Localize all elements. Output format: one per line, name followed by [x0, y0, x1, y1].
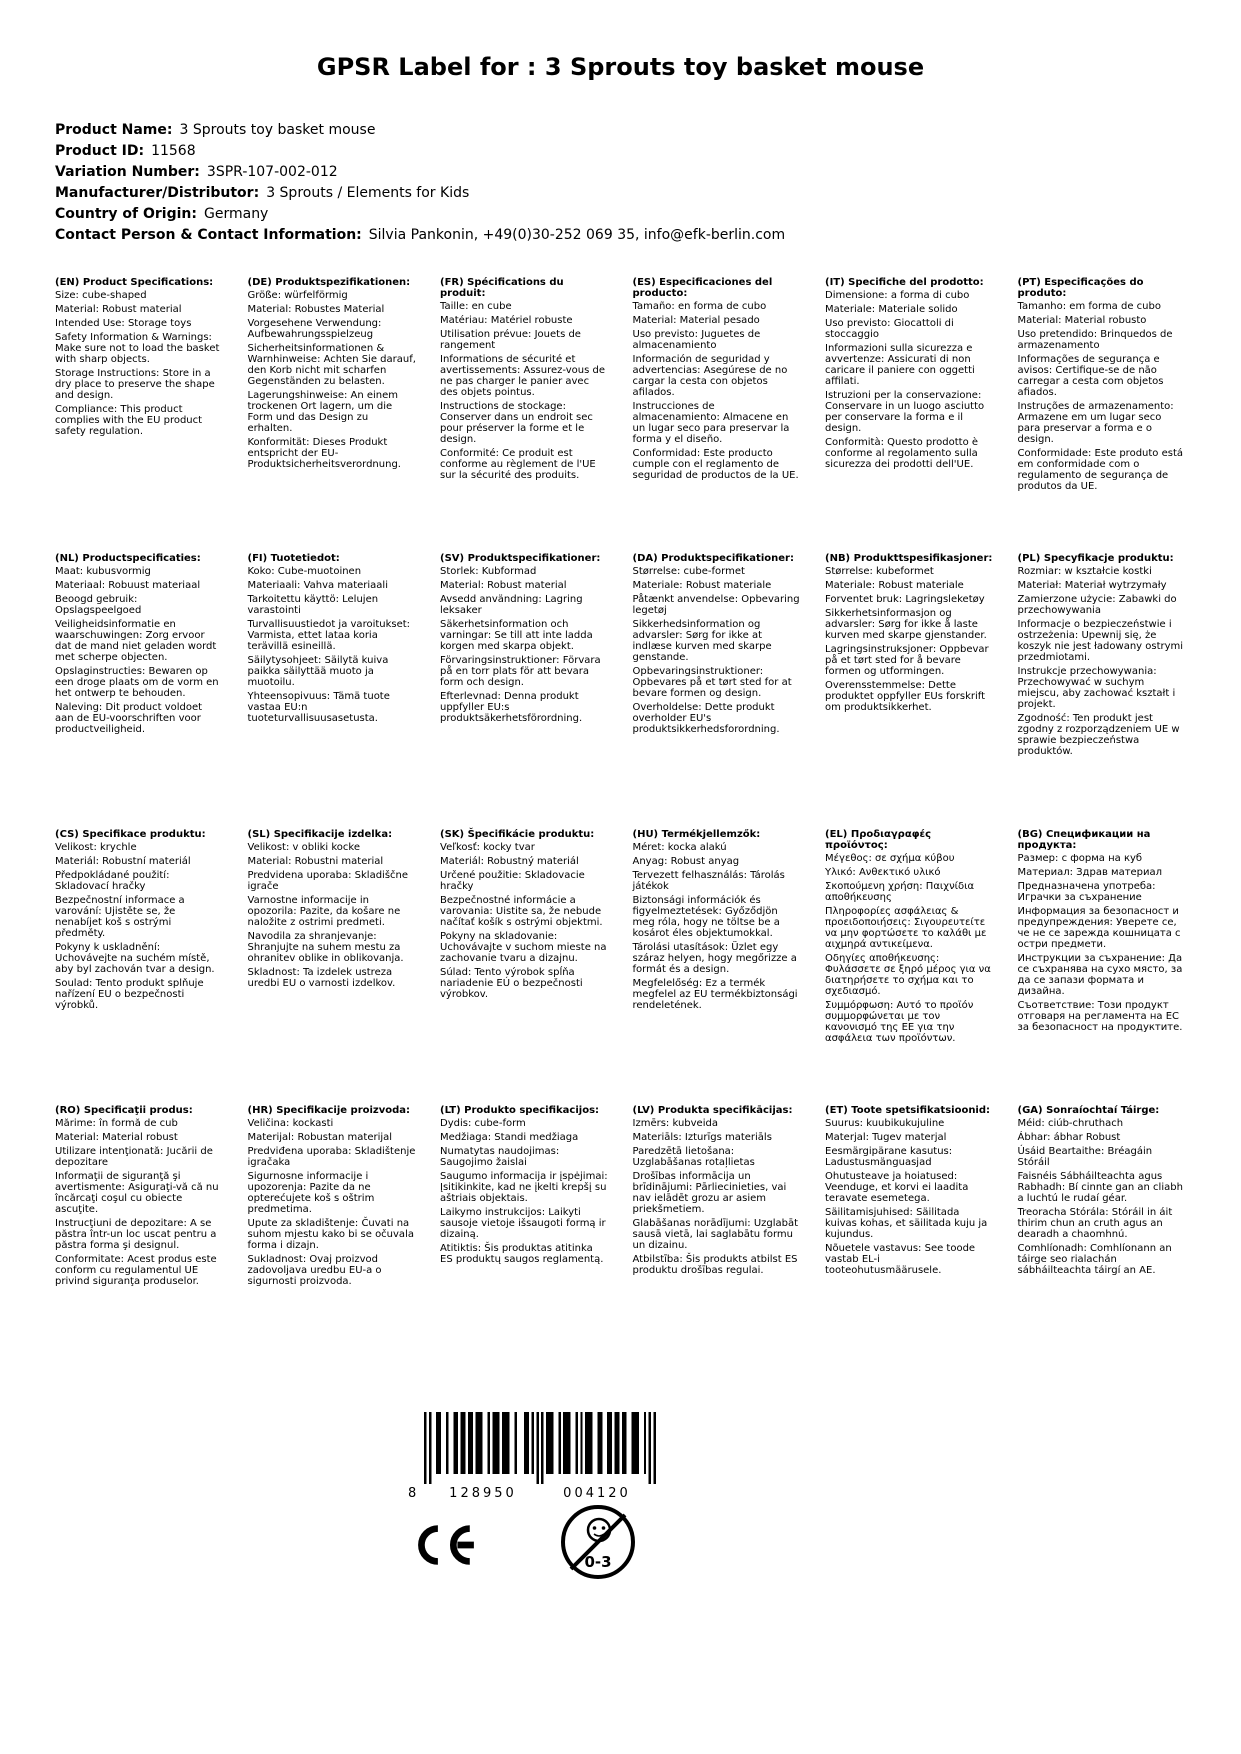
spec-paragraph: Μέγεθος: σε σχήμα κύβου [825, 853, 955, 864]
spec-paragraph: Инструкции за съхранение: Да се съхранява на сухо място, за да се запази формата и дизайна. [1017, 953, 1183, 997]
spec-block-header: (DA) Produktspecifikationer: [632, 553, 794, 564]
spec-paragraph: Materiaali: Vahva materiaali [247, 580, 388, 591]
spec-paragraph: Opslaginstructies: Bewaren op een droge plaats om de vorm en het ontwerp te behouden. [55, 666, 219, 699]
spec-paragraph: Bezpečnostné informácie a varovania: Uistite sa, že nebude načítať košík s ostrými objektmi. [440, 895, 603, 928]
spec-block-body [825, 853, 994, 1044]
product-field-value: 3 Sprouts / Elements for Kids [266, 185, 470, 201]
spec-paragraph: Material: Robustes Material [247, 304, 385, 315]
spec-paragraph: Size: cube-shaped [55, 290, 147, 301]
spec-block-cs [55, 829, 234, 1105]
spec-paragraph: Instrucciones de almacenamiento: Almacene en un lugar seco para preservar la forma y el diseño. [632, 401, 790, 445]
spec-block-pl [1018, 553, 1197, 829]
spec-paragraph: Säilytysohjeet: Säilytä kuiva paikka säilyttää muoto ja muotoilu. [247, 655, 389, 688]
spec-paragraph: Ohutusteave ja hoiatused: Veenduge, et korvi ei laadita teravate esemetega. [825, 1171, 969, 1204]
spec-paragraph: Conformité: Ce produit est conforme au règlement de l'UE sur la sécurité des produits. [440, 448, 596, 481]
spec-paragraph: Koko: Cube-muotoinen [247, 566, 362, 577]
spec-paragraph: Материал: Здрав материал [1017, 867, 1163, 878]
spec-block-header: (EL) Προδιαγραφές προϊόντος: [825, 829, 932, 851]
spec-paragraph: Предназначена употреба: Играчки за съхранение [1017, 881, 1156, 903]
spec-paragraph: Turvallisuustiedot ja varoitukset: Varmista, ettet lataa koria terävillä esineillä. [247, 619, 411, 652]
baby-face-icon [588, 1519, 610, 1541]
spec-paragraph: Pokyny na skladovanie: Uchovávajte v suchom mieste na zachovanie tvaru a dizajnu. [440, 931, 607, 964]
spec-block-sl [248, 829, 427, 1105]
page-title: GPSR Label for : 3 Sprouts toy basket mouse [316, 53, 925, 81]
spec-paragraph: Intended Use: Storage toys [55, 318, 192, 329]
spec-paragraph: Conformità: Questo prodotto è conforme al regolamento sulla sicurezza dei prodotti dell'UE. [825, 437, 979, 470]
spec-paragraph: Compliance: This product complies with the EU product safety regulation. [55, 404, 203, 437]
spec-block-ro [55, 1105, 234, 1381]
spec-paragraph: Πληροφορίες ασφάλειας & προειδοποιήσεις: Σιγουρευτείτε να μην φορτώσετε το καλάθι με αιχμηρά αντικείμενα. [825, 906, 987, 950]
spec-block-body [440, 301, 609, 481]
spec-paragraph: Material: Material robusto [1017, 315, 1147, 326]
spec-paragraph: Информация за безопасност и предупреждения: Уверете се, че не се зарежда кошницата с остри предмети. [1017, 906, 1181, 950]
spec-paragraph: Συμμόρφωση: Αυτό το προϊόν συμμορφώνεται με τον κανονισμό της ΕΕ για την ασφάλεια των προϊόντων. [825, 1000, 974, 1044]
spec-block-body [633, 842, 802, 1011]
spec-paragraph: Zgodność: Ten produkt jest zgodny z rozporządzeniem UE w sprawie bezpieczeństwa produktów. [1017, 713, 1180, 757]
product-field-label: Country of Origin: [55, 206, 197, 222]
spec-block-body [825, 290, 994, 470]
spec-block-body [440, 1118, 609, 1265]
spec-paragraph: Tamaño: en forma de cubo [632, 301, 767, 312]
spec-paragraph: Размер: с форма на куб [1017, 853, 1143, 864]
spec-paragraph: Υλικό: Ανθεκτικό υλικό [825, 867, 941, 878]
spec-paragraph: Informacje o bezpieczeństwie i ostrzeżenia: Upewnij się, że koszyk nie jest ładowany ostrymi przedmiotami. [1017, 619, 1184, 663]
spec-paragraph: Méret: kocka alakú [632, 842, 727, 853]
spec-block-body [633, 1118, 802, 1276]
spec-paragraph: Materijal: Robustan materijal [247, 1132, 393, 1143]
spec-paragraph: Určené použitie: Skladovacie hračky [440, 870, 585, 892]
spec-block-bg [1018, 829, 1197, 1105]
product-field-label: Contact Person & Contact Information: [55, 227, 362, 243]
product-field-label: Manufacturer/Distributor: [55, 185, 260, 201]
spec-block-header: (FR) Spécifications du produit: [440, 277, 564, 299]
barcode-digit-system: 8 [408, 1486, 417, 1501]
spec-block-body [1018, 301, 1187, 492]
spec-paragraph: Conformidade: Este produto está em conformidade com o regulamento de segurança de produtos da UE. [1017, 448, 1184, 492]
spec-paragraph: Treoracha Stórála: Stóráil in áit thirim chun an cruth agus an dearadh a chaomhnú. [1017, 1207, 1173, 1240]
spec-paragraph: Materiāls: Izturīgs materiāls [632, 1132, 772, 1143]
spec-paragraph: Σκοπούμενη χρήση: Παιχνίδια αποθήκευσης [825, 881, 975, 903]
spec-paragraph: Veličina: kockasti [247, 1118, 334, 1129]
spec-paragraph: Materiale: Robust materiale [825, 580, 964, 591]
spec-block-header: (EN) Product Specifications: [55, 277, 214, 288]
spec-paragraph: Suurus: kuubikukujuline [825, 1118, 945, 1129]
product-field [55, 204, 785, 225]
product-info-section [55, 120, 785, 246]
spec-paragraph: Sigurnosne informacije i upozorenja: Pazite da ne opterećujete koš s oštrim predmetima. [247, 1171, 375, 1215]
spec-block-fi [248, 553, 427, 829]
spec-paragraph: Predviđena uporaba: Skladištenje igračaka [247, 1146, 416, 1168]
spec-paragraph: Overholdelse: Dette produkt overholder EU's produktsikkerhedsforordning. [632, 702, 780, 735]
spec-block-de [248, 277, 427, 553]
spec-paragraph: Veiligheidsinformatie en waarschuwingen: Zorg ervoor dat de mand niet geladen wordt met scherpe objecten. [55, 619, 217, 663]
spec-block-header: (RO) Specificaţii produs: [55, 1105, 193, 1116]
spec-paragraph: Soulad: Tento produkt splňuje nařízení EU o bezpečnosti výrobků. [55, 978, 204, 1011]
spec-block-sk [440, 829, 619, 1105]
spec-paragraph: Tervezett felhasználás: Tárolás játékok [632, 870, 785, 892]
spec-paragraph: Tárolási utasítások: Üzlet egy száraz helyen, hogy megőrizze a formát és a design. [632, 942, 797, 975]
spec-paragraph: Comhlíonadh: Comhlíonann an táirge seo rialachán sábháilteachta táirgí an AE. [1017, 1243, 1172, 1276]
spec-block-header: (ES) Especificaciones del producto: [632, 277, 773, 299]
spec-paragraph: Vorgesehene Verwendung: Aufbewahrungsspielzeug [247, 318, 382, 340]
spec-paragraph: Sikkerhetsinformasjon og advarsler: Sørg for ikke å laste kurven med skarpe gjenstander. [825, 608, 987, 641]
spec-paragraph: Material: Robust material [440, 580, 567, 591]
spec-paragraph: Safety Information & Warnings: Make sure not to load the basket with sharp objects. [55, 332, 220, 365]
spec-paragraph: Størrelse: kubeformet [825, 566, 934, 577]
spec-paragraph: Faisnéis Sábháilteachta agus Rabhadh: Bí cinnte gan an cliabh a luchtú le rudaí géar. [1017, 1171, 1183, 1204]
spec-paragraph: Información de seguridad y advertencias: Asegúrese de no cargar la cesta con objetos afilados. [632, 354, 788, 398]
spec-block-body [633, 301, 802, 481]
spec-paragraph: Atitiktis: Šis produktas atitinka ES produktų saugos reglamentą. [440, 1243, 604, 1265]
spec-block-body [248, 842, 417, 989]
spec-paragraph: Tarkoitettu käyttö: Lelujen varastointi [247, 594, 379, 616]
spec-paragraph: Naleving: Dit product voldoet aan de EU-voorschriften voor productveiligheid. [55, 702, 203, 735]
spec-block-header: (LT) Produkto specifikacijos: [440, 1105, 600, 1116]
spec-paragraph: Numatytas naudojimas: Saugojimo žaislai [440, 1146, 560, 1168]
spec-paragraph: Material: Material robust [55, 1132, 178, 1143]
barcode-bars-icon [424, 1412, 656, 1484]
spec-paragraph: Materiale: Materiale solido [825, 304, 958, 315]
spec-paragraph: Medžiaga: Standi medžiaga [440, 1132, 579, 1143]
spec-paragraph: Drošības informācija un brīdinājumi: Pārliecinieties, vai nav ielādēt grozu ar asiem priekšmetiem. [632, 1171, 787, 1215]
spec-paragraph: Anyag: Robust anyag [632, 856, 740, 867]
spec-block-header: (HR) Specifikacije proizvoda: [247, 1105, 411, 1116]
spec-paragraph: Uso pretendido: Brinquedos de armazenamento [1017, 329, 1173, 351]
spec-paragraph: Instrukcje przechowywania: Przechowywać w suchym miejscu, aby zachować kształt i projekt. [1017, 666, 1176, 710]
spec-block-it [825, 277, 1004, 553]
spec-paragraph: Izmērs: kubveida [632, 1118, 718, 1129]
spec-paragraph: Sicherheitsinformationen & Warnhinweise: Achten Sie darauf, den Korb nicht mit scharfen Gegenständen zu belasten. [247, 343, 416, 387]
spec-block-nl [55, 553, 234, 829]
spec-paragraph: Dydis: cube-form [440, 1118, 526, 1129]
spec-paragraph: Overensstemmelse: Dette produktet oppfyller EUs forskrift om produktsikkerhet. [825, 680, 986, 713]
spec-block-header: (HU) Termékjellemzők: [632, 829, 761, 840]
spec-paragraph: Varnostne informacije in opozorila: Pazite, da košare ne naložite z ostrimi predmeti. [247, 895, 401, 928]
age-warning-label: 0-3 [584, 1553, 612, 1571]
spec-paragraph: Instrucţiuni de depozitare: A se păstra într-un loc uscat pentru a păstra forma şi designul. [55, 1218, 217, 1251]
spec-paragraph: Sukladnost: Ovaj proizvod zadovoljava uredbu EU-a o sigurnosti proizvoda. [247, 1254, 382, 1287]
spec-block-body [248, 1118, 417, 1287]
spec-paragraph: Påtænkt anvendelse: Opbevaring legetøj [632, 594, 800, 616]
spec-paragraph: Velikost: krychle [55, 842, 137, 853]
spec-paragraph: Predvidena uporaba: Skladiščne igrače [247, 870, 409, 892]
spec-paragraph: Material: Material pesado [632, 315, 760, 326]
spec-block-sv [440, 553, 619, 829]
spec-block-et [825, 1105, 1004, 1381]
spec-paragraph: Pokyny k uskladnění: Uchovávejte na suchém místě, aby byl zachován tvar a design. [55, 942, 215, 975]
spec-block-pt [1018, 277, 1197, 553]
spec-paragraph: Instructions de stockage: Conserver dans un endroit sec pour préserver la forme et le design. [440, 401, 593, 445]
spec-paragraph: Съответствие: Този продукт отговаря на регламента на ЕС за безопасност на продуктите. [1017, 1000, 1183, 1033]
spec-block-body [825, 566, 994, 713]
spec-block-header: (PT) Especificações do produto: [1017, 277, 1144, 299]
spec-block-header: (ET) Toote spetsifikatsioonid: [825, 1105, 991, 1116]
spec-block-header: (SK) Špecifikácie produktu: [440, 829, 595, 840]
spec-block-header: (GA) Sonraíochtaí Táirge: [1017, 1105, 1160, 1116]
product-field [55, 162, 785, 183]
spec-paragraph: Materiale: Robust materiale [632, 580, 772, 591]
spec-paragraph: Storage Instructions: Store in a dry place to preserve the shape and design. [55, 368, 215, 401]
barcode [408, 1412, 656, 1504]
product-field-value: 3 Sprouts toy basket mouse [179, 122, 376, 138]
spec-paragraph: Tamanho: em forma de cubo [1017, 301, 1161, 312]
spec-paragraph: Bezpečnostní informace a varování: Ujistěte se, že nenabíjet koš s ostrými předměty. [55, 895, 185, 939]
spec-paragraph: Istruzioni per la conservazione: Conservare in un luogo asciutto per conservare la forma e il design. [825, 390, 985, 434]
spec-paragraph: Opbevaringsinstruktioner: Opbevares på et tørt sted for at bevare formen og design. [632, 666, 792, 699]
spec-block-lv [633, 1105, 812, 1381]
spec-paragraph: Informations de sécurité et avertissements: Assurez-vous de ne pas charger le panier avec des objets pointus. [440, 354, 605, 398]
spec-block-hr [248, 1105, 427, 1381]
spec-paragraph: Materjal: Tugev materjal [825, 1132, 947, 1143]
spec-block-body [55, 842, 224, 1011]
spec-block-header: (CS) Specifikace produktu: [55, 829, 206, 840]
spec-paragraph: Materiał: Materiał wytrzymały [1017, 580, 1167, 591]
spec-paragraph: Uso previsto: Juguetes de almacenamiento [632, 329, 761, 351]
spec-paragraph: Biztonsági információk és figyelmeztetések: Győződjön meg róla, hogy ne töltse be a kosárot éles objektumokkal. [632, 895, 780, 939]
spec-paragraph: Súlad: Tento výrobok spĺňa nariadenie EÚ o bezpečnosti výrobkov. [440, 967, 583, 1000]
spec-block-el [825, 829, 1004, 1105]
spec-paragraph: Megfelelőség: Ez a termék megfelel az EU termékbiztonsági rendeletének. [632, 978, 798, 1011]
spec-paragraph: Instruções de armazenamento: Armazene em um lugar seco para preservar a forma e o design. [1017, 401, 1174, 445]
spec-paragraph: Forventet bruk: Lagringsleketøy [825, 594, 985, 605]
spec-block-header: (FI) Tuotetiedot: [247, 553, 340, 564]
spec-paragraph: Saugumo informacija ir įspėjimai: Įsitikinkite, kad ne įkelti krepšį su aštriais objektais. [440, 1171, 608, 1204]
spec-paragraph: Lagerungshinweise: An einem trockenen Ort lagern, um die Form und das Design zu erhalten. [247, 390, 399, 434]
spec-grid [55, 277, 1196, 1381]
spec-paragraph: Οδηγίες αποθήκευσης: Φυλάσσετε σε ξηρό μέρος για να διατηρήσετε το σχήμα και το σχεδιασμό. [825, 953, 991, 997]
spec-paragraph: Säilitamisjuhised: Säilitada kuivas kohas, et säilitada kuju ja kujundus. [825, 1207, 988, 1240]
spec-block-header: (DE) Produktspezifikationen: [247, 277, 411, 288]
spec-paragraph: Informações de segurança e avisos: Certifique-se de não carregar a cesta com objetos afiados. [1017, 354, 1164, 398]
spec-paragraph: Velikost: v obliki kocke [247, 842, 361, 853]
spec-paragraph: Größe: würfelförmig [247, 290, 348, 301]
spec-paragraph: Eesmärgipärane kasutus: Ladustusmänguasjad [825, 1146, 953, 1168]
spec-paragraph: Upute za skladištenje: Čuvati na suhom mjestu kako bi se očuvala forma i dizajn. [247, 1218, 414, 1251]
spec-paragraph: Mărime: în formă de cub [55, 1118, 178, 1129]
spec-block-lt [440, 1105, 619, 1381]
spec-paragraph: Předpokládané použití: Skladovací hračky [55, 870, 170, 892]
spec-paragraph: Säkerhetsinformation och varningar: Se till att inte ladda korgen med skarpa objekt. [440, 619, 593, 652]
spec-paragraph: Ábhar: ábhar Robust [1017, 1132, 1121, 1143]
spec-paragraph: Material: Robustni material [247, 856, 384, 867]
spec-paragraph: Skladnost: Ta izdelek ustreza uredbi EU o varnosti izdelkov. [247, 967, 396, 989]
barcode-digits-right: 004120 [563, 1486, 631, 1501]
spec-block-header: (NL) Productspecificaties: [55, 553, 201, 564]
spec-paragraph: Lagringsinstruksjoner: Oppbevar på et tørt sted for å bevare formen og utformingen. [825, 644, 989, 677]
spec-paragraph: Efterlevnad: Denna produkt uppfyller EU:s produktsäkerhetsförordning. [440, 691, 583, 724]
spec-paragraph: Informaţii de siguranţă şi avertismente: Asiguraţi-vă că nu încărcaţi coşul cu obiecte ascuţite. [55, 1171, 219, 1215]
spec-paragraph: Glabāšanas norādījumi: Uzglabāt sausā vietā, lai saglabātu formu un dizainu. [632, 1218, 799, 1251]
spec-paragraph: Úsáid Beartaithe: Bréagáin Stóráil [1017, 1146, 1153, 1168]
age-warning-0-3-icon [558, 1500, 638, 1584]
spec-paragraph: Yhteensopivuus: Tämä tuote vastaa EU:n tuoteturvallisuusasetusta. [247, 691, 390, 724]
spec-paragraph: Beoogd gebruik: Opslagspeelgoed [55, 594, 142, 616]
spec-block-body [248, 566, 417, 724]
spec-paragraph: Maat: kubusvormig [55, 566, 151, 577]
spec-paragraph: Conformidad: Este producto cumple con el reglamento de seguridad de productos de la UE. [632, 448, 799, 481]
spec-paragraph: Matériau: Matériel robuste [440, 315, 573, 326]
spec-paragraph: Rozmiar: w kształcie kostki [1017, 566, 1152, 577]
spec-paragraph: Dimensione: a forma di cubo [825, 290, 970, 301]
spec-block-body [55, 566, 224, 735]
spec-paragraph: Materiál: Robustní materiál [55, 856, 191, 867]
spec-paragraph: Avsedd användning: Lagring leksaker [440, 594, 583, 616]
spec-paragraph: Veľkosť: kocky tvar [440, 842, 535, 853]
spec-paragraph: Paredzētā lietošana: Uzglabāšanas rotaļlietas [632, 1146, 755, 1168]
spec-paragraph: Méid: ciúb-chruthach [1017, 1118, 1124, 1129]
product-field [55, 120, 785, 141]
spec-paragraph: Materiál: Robustný materiál [440, 856, 579, 867]
product-field-value: 3SPR-107-002-012 [206, 164, 338, 180]
spec-block-body [440, 566, 609, 724]
product-field-label: Variation Number: [55, 164, 200, 180]
product-field-label: Product Name: [55, 122, 173, 138]
spec-paragraph: Utilisation prévue: Jouets de rangement [440, 329, 581, 351]
spec-block-body [55, 1118, 224, 1287]
spec-block-en [55, 277, 234, 553]
spec-paragraph: Informazioni sulla sicurezza e avvertenze: Assicurati di non caricare il paniere con oggetti affilati. [825, 343, 975, 387]
spec-block-header: (SL) Specifikacije izdelka: [247, 829, 393, 840]
spec-block-fr [440, 277, 619, 553]
product-field [55, 141, 785, 162]
spec-block-body [248, 290, 417, 470]
spec-block-body [55, 290, 224, 437]
product-field-value: 11568 [151, 143, 196, 159]
spec-paragraph: Taille: en cube [440, 301, 512, 312]
spec-paragraph: Navodila za shranjevanje: Shranjujte na suhem mestu za ohranitev oblike in oblikovanja. [247, 931, 404, 964]
spec-block-header: (PL) Specyfikacje produktu: [1017, 553, 1174, 564]
spec-paragraph: Utilizare intenţionată: Jucării de depozitare [55, 1146, 213, 1168]
spec-block-da [633, 553, 812, 829]
product-field-label: Product ID: [55, 143, 145, 159]
product-field-value: Silvia Pankonin, +49(0)30-252 069 35, info@efk-berlin.com [368, 227, 786, 243]
spec-block-body [1018, 566, 1187, 757]
spec-paragraph: Størrelse: cube-formet [632, 566, 745, 577]
spec-block-body [1018, 853, 1187, 1033]
spec-block-header: (BG) Спецификации на продукта: [1017, 829, 1151, 851]
spec-paragraph: Materiaal: Robuust materiaal [55, 580, 201, 591]
spec-block-header: (LV) Produkta specifikācijas: [632, 1105, 793, 1116]
product-field [55, 183, 785, 204]
spec-block-hu [633, 829, 812, 1105]
spec-paragraph: Sikkerhedsinformation og advarsler: Sørg for ikke at indlæse kurven med skarpe genstande. [632, 619, 772, 663]
spec-block-header: (NB) Produkttspesifikasjoner: [825, 553, 993, 564]
spec-block-body [1018, 1118, 1187, 1276]
spec-block-ga [1018, 1105, 1197, 1381]
spec-paragraph: Atbilstība: Šis produkts atbilst ES produktu drošības regulai. [632, 1254, 798, 1276]
spec-paragraph: Storlek: Kubformad [440, 566, 537, 577]
spec-block-header: (IT) Specifiche del prodotto: [825, 277, 984, 288]
spec-paragraph: Zamierzone użycie: Zabawki do przechowywania [1017, 594, 1177, 616]
spec-paragraph: Nõuetele vastavus: See toode vastab EL-i tooteohutusmäärusele. [825, 1243, 976, 1276]
spec-paragraph: Förvaringsinstruktioner: Förvara på en torr plats för att bevara form och design. [440, 655, 601, 688]
spec-block-es [633, 277, 812, 553]
spec-paragraph: Konformität: Dieses Produkt entspricht der EU-Produktsicherheitsverordnung. [247, 437, 401, 470]
spec-paragraph: Laikymo instrukcijos: Laikyti sausoje vietoje išsaugoti formą ir dizainą. [440, 1207, 606, 1240]
spec-block-body [440, 842, 609, 1000]
spec-block-nb [825, 553, 1004, 829]
product-field [55, 225, 785, 246]
barcode-digits-left: 128950 [449, 1486, 517, 1501]
spec-block-body [633, 566, 802, 735]
spec-block-header: (SV) Produktspecifikationer: [440, 553, 601, 564]
spec-paragraph: Conformitate: Acest produs este conform cu regulamentul UE privind siguranţa produselor. [55, 1254, 217, 1287]
spec-paragraph: Material: Robust material [55, 304, 182, 315]
spec-paragraph: Uso previsto: Giocattoli di stoccaggio [825, 318, 954, 340]
ce-mark-icon [406, 1512, 478, 1578]
spec-block-body [825, 1118, 994, 1276]
product-field-value: Germany [204, 206, 269, 222]
